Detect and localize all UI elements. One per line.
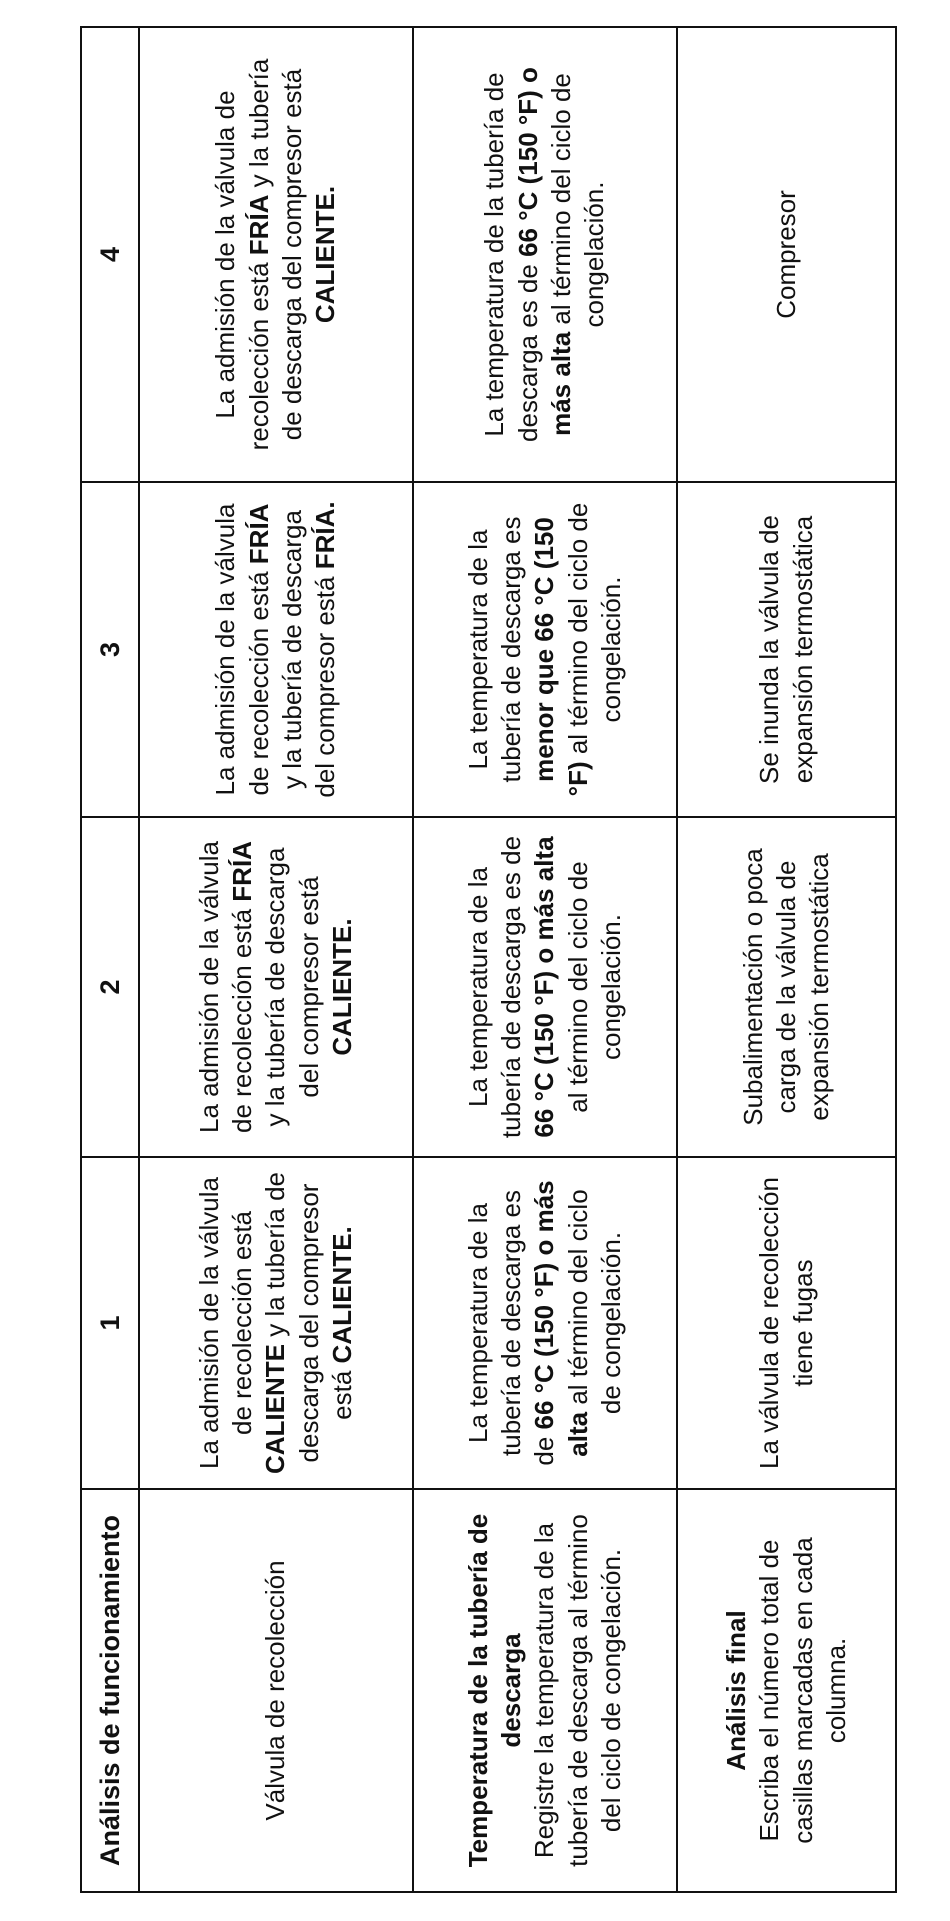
cell-text: y la tubería de descarga del compresor está — [243, 58, 307, 441]
cell-text: La temperatura de la tubería de descarga es de — [462, 1190, 560, 1466]
cell-bold-text: 66 °C (150 °F) o más alta — [512, 67, 576, 436]
temp-cell-1 — [413, 1157, 677, 1489]
cell-bold-text: CALIENTE. — [310, 185, 341, 324]
valve-cell-1 — [139, 1157, 413, 1489]
cell-bold-text: menor que 66 °C (150 °F) — [529, 517, 593, 797]
cell-text: al término del ciclo de congelación. — [562, 861, 626, 1113]
cell-text: y la tubería de descarga del compresor está — [260, 1172, 357, 1463]
header-row — [81, 27, 139, 1892]
cell-bold-text: FRÍA — [227, 841, 258, 902]
cell-bold-text: FRÍA. — [310, 501, 341, 570]
temp-row-instructions: Registre la temperatura de la tubería de descarga al término del ciclo de congelación. — [529, 1514, 626, 1867]
diagnostic-table — [80, 26, 897, 1893]
temp-cell-4 — [413, 27, 677, 482]
cell-text: al término del ciclo de congelación. — [562, 1189, 626, 1415]
temp-row-label — [413, 1489, 677, 1892]
cell-text: La temperatura de la tubería de descarga es de — [479, 72, 543, 442]
cell-text: y la tubería de descarga del compresor está — [277, 510, 341, 798]
cell-bold-text: CALIENTE. — [326, 918, 357, 1056]
cell-bold-text: 66 °C (150 °F) o más alta — [529, 836, 560, 1138]
temp-row — [413, 27, 677, 1892]
cell-text: La admisión de la válvula de recolección está — [210, 90, 274, 451]
valve-cell-3 — [139, 482, 413, 817]
temp-cell-2 — [413, 817, 677, 1157]
valve-cell-4 — [139, 27, 413, 482]
final-row-title: Análisis final — [720, 1610, 751, 1771]
cell-bold-text: CALIENTE. — [326, 1226, 357, 1364]
final-row-label — [677, 1489, 896, 1892]
cell-text: La temperatura de la tubería de descarga es — [462, 516, 527, 783]
final-row-instructions: Escriba el número total de casillas marcadas en cada columna. — [754, 1537, 851, 1844]
cell-bold-text: FRÍA — [243, 503, 274, 565]
header-col-3: 3 — [81, 482, 139, 817]
cell-text: y la tubería de descarga del compresor está — [260, 847, 324, 1127]
final-cell-2: Subalimentación o poca carga de la válvula de expansión termostática — [677, 817, 896, 1157]
header-col-4: 4 — [81, 27, 139, 482]
cell-text: La admisión de la válvula de recolección está — [193, 1177, 258, 1469]
cell-bold-text: CALIENTE — [260, 1344, 291, 1474]
cell-text: al término del ciclo de congelación. — [562, 502, 626, 762]
cell-text: La admisión de la válvula de recolección está — [193, 841, 258, 1133]
cell-bold-text: 66 °C (150 °F) o más alta — [529, 1180, 593, 1457]
cell-text: La admisión de la válvula de recolección está — [210, 503, 274, 796]
final-cell-4: Compresor — [677, 27, 896, 482]
final-cell-1: La válvula de recolección tiene fugas — [677, 1157, 896, 1489]
valve-cell-2 — [139, 817, 413, 1157]
final-row — [677, 27, 896, 1892]
valve-row-label: Válvula de recolección — [139, 1489, 413, 1892]
cell-text: La temperatura de la tubería de descarga es de — [462, 835, 527, 1139]
temp-row-title: Temperatura de la tubería de descarga — [462, 1513, 527, 1868]
cell-text: al término del ciclo de congelación. — [546, 73, 610, 332]
header-col-1: 1 — [81, 1157, 139, 1489]
header-col-2: 2 — [81, 817, 139, 1157]
valve-row — [139, 27, 413, 1892]
cell-bold-text: FRÍA — [243, 194, 274, 256]
header-row-label: Análisis de funcionamiento — [81, 1489, 139, 1892]
final-cell-3: Se inunda la válvula de expansión termostática — [677, 482, 896, 817]
temp-cell-3 — [413, 482, 677, 817]
